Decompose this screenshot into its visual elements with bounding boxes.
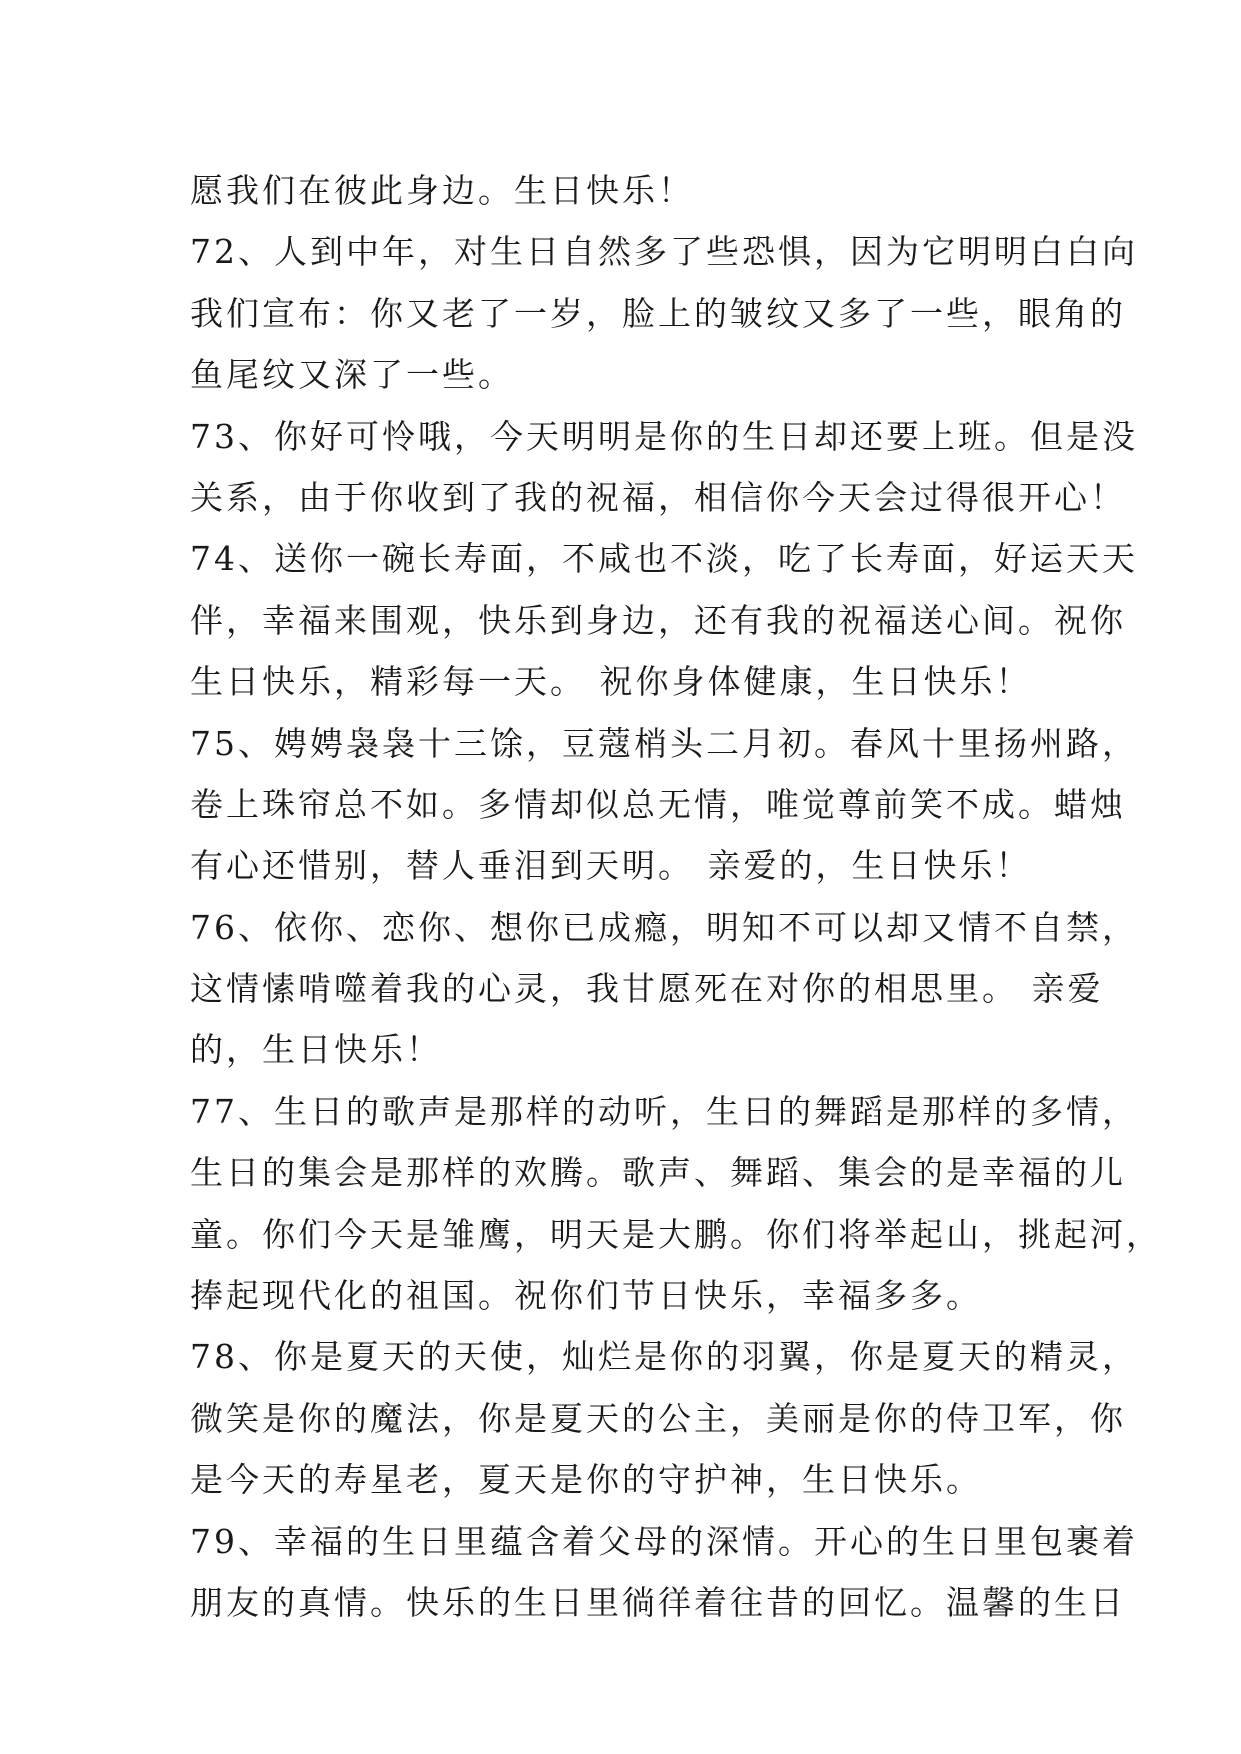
text-line: 生日快乐，精彩每一天。 祝你身体健康，生日快乐！ — [190, 662, 1032, 702]
document-body — [190, 160, 1162, 1633]
text-line: 75、娉娉袅袅十三馀，豆蔻梢头二月初。春风十里扬州路， — [190, 723, 1138, 763]
text-line: 捧起现代化的祖国。祝你们节日快乐，幸福多多。 — [190, 1276, 982, 1316]
text-line: 关系，由于你收到了我的祝福，相信你今天会过得很开心！ — [190, 477, 1126, 517]
text-line: 78、你是夏天的天使，灿烂是你的羽翼，你是夏天的精灵， — [190, 1337, 1138, 1377]
text-line: 是今天的寿星老，夏天是你的守护神，生日快乐。 — [190, 1460, 982, 1500]
text-line: 鱼尾纹又深了一些。 — [190, 355, 514, 395]
text-line: 生日的集会是那样的欢腾。歌声、舞蹈、集会的是幸福的儿 — [190, 1153, 1126, 1193]
text-line: 我们宣布：你又老了一岁，脸上的皱纹又多了一些，眼角的 — [190, 293, 1126, 333]
text-line: 微笑是你的魔法，你是夏天的公主，美丽是你的侍卫军，你 — [190, 1398, 1126, 1438]
text-line: 童。你们今天是雏鹰，明天是大鹏。你们将举起山，挑起河， — [190, 1214, 1162, 1254]
text-line: 这情愫啃噬着我的心灵，我甘愿死在对你的相思里。 亲爱 — [190, 969, 1104, 1009]
text-line: 伴，幸福来围观，快乐到身边，还有我的祝福送心间。祝你 — [190, 600, 1126, 640]
text-line: 朋友的真情。快乐的生日里徜徉着往昔的回忆。温馨的生日 — [190, 1582, 1126, 1622]
text-line: 的，生日快乐！ — [190, 1030, 442, 1070]
text-line: 77、生日的歌声是那样的动听，生日的舞蹈是那样的多情， — [190, 1091, 1138, 1131]
text-line: 72、人到中年，对生日自然多了些恐惧，因为它明明白白向 — [190, 232, 1138, 272]
text-line: 卷上珠帘总不如。多情却似总无情，唯觉尊前笑不成。蜡烛 — [190, 784, 1126, 824]
text-line: 74、送你一碗长寿面，不咸也不淡，吃了长寿面，好运天天 — [190, 539, 1138, 579]
text-line: 79、幸福的生日里蕴含着父母的深情。开心的生日里包裹着 — [190, 1521, 1138, 1561]
text-line: 愿我们在彼此身边。生日快乐！ — [190, 171, 694, 210]
text-line: 73、你好可怜哦，今天明明是你的生日却还要上班。但是没 — [190, 416, 1138, 456]
text-line: 76、依你、恋你、想你已成瘾，明知不可以却又情不自禁， — [190, 907, 1138, 947]
text-line: 有心还惜别，替人垂泪到天明。 亲爱的，生日快乐！ — [190, 846, 1032, 886]
